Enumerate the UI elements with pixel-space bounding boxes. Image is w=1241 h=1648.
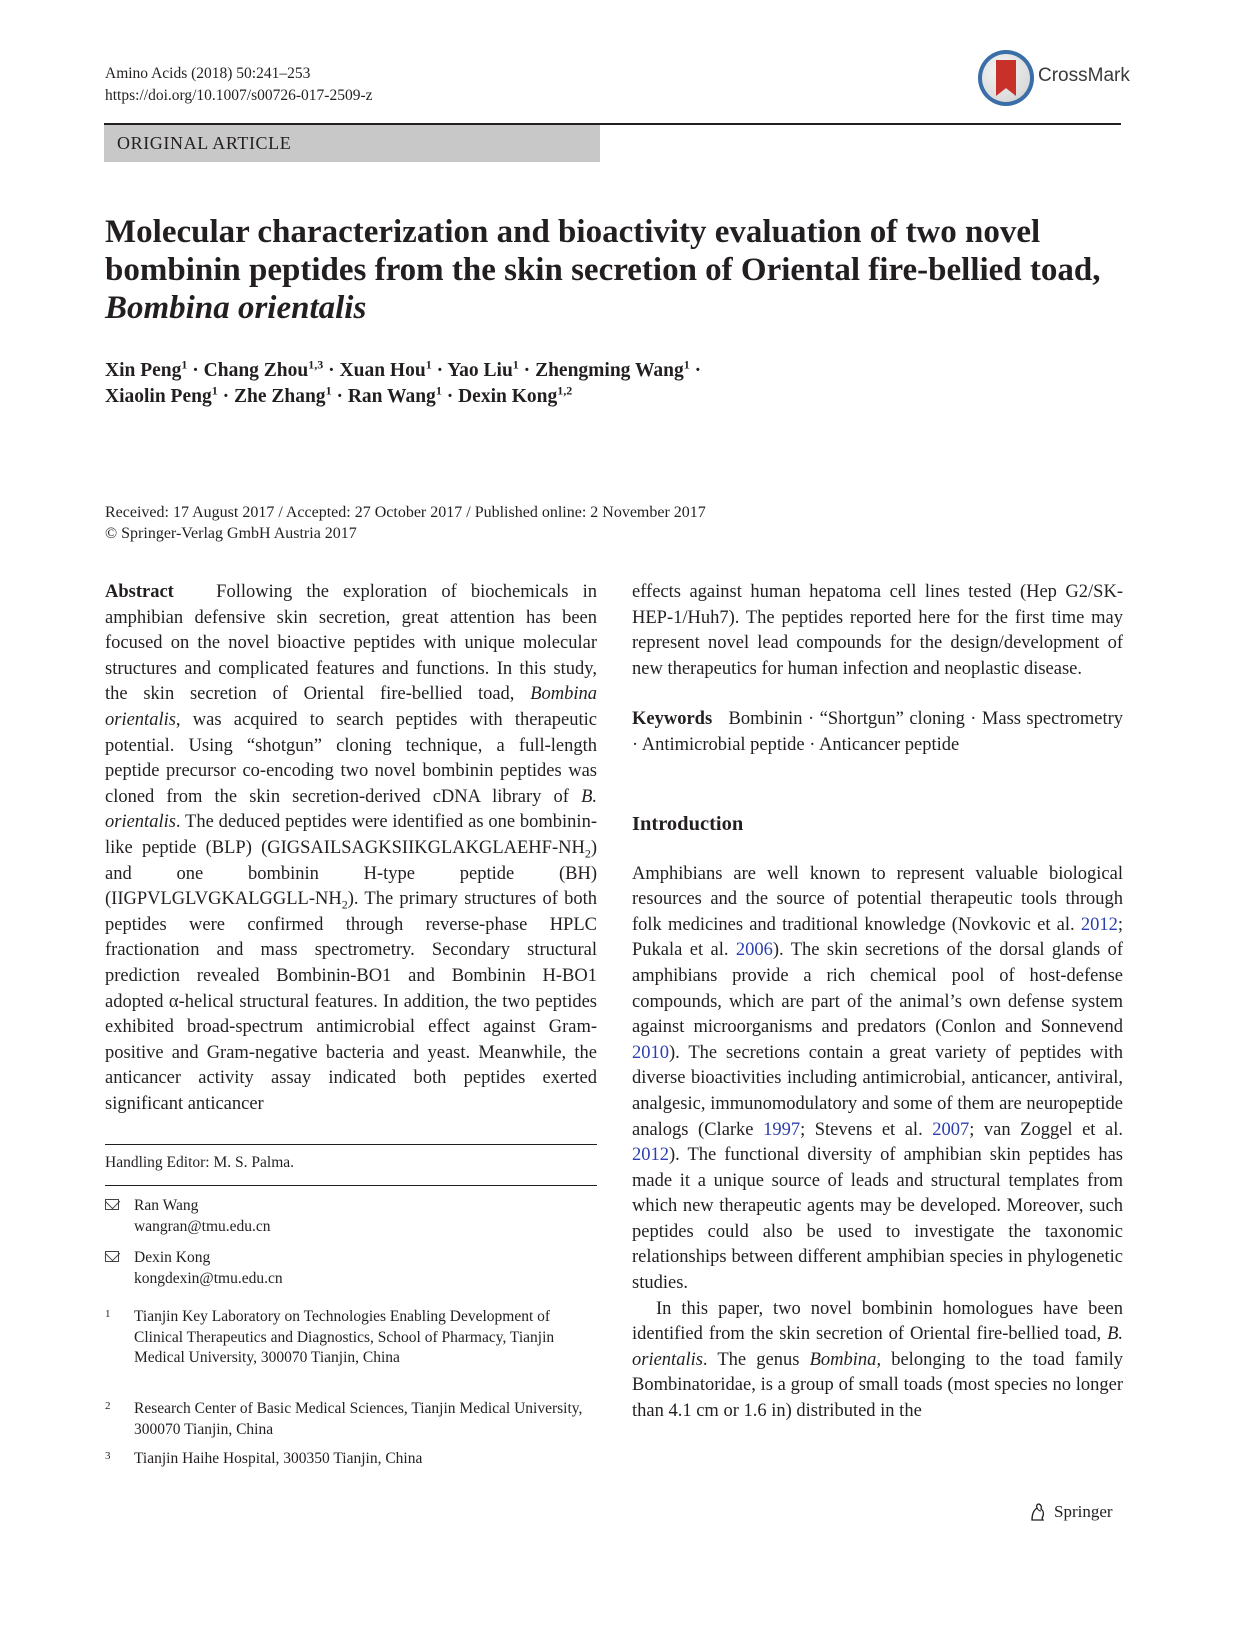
crossmark-badge[interactable]: [978, 50, 1128, 108]
author[interactable]: Ran Wang$^1$: [347, 383, 442, 407]
citation-link[interactable]: 2006: [735, 940, 773, 961]
author[interactable]: Xin Peng$^1$: [105, 357, 188, 381]
author[interactable]: Zhengming Wang$^1$: [535, 357, 690, 381]
corresponding-author: Ran Wang wangran@tmu.edu.cn: [105, 1196, 271, 1237]
right-column: [632, 580, 1123, 1425]
copyright-notice: © Springer-Verlag GmbH Austria 2017: [105, 525, 357, 542]
citation-link[interactable]: 2012: [1080, 914, 1118, 935]
handling-editor: Handling Editor: M. S. Palma.: [105, 1154, 295, 1171]
publisher-name: Springer: [1054, 1502, 1113, 1521]
author[interactable]: Dexin Kong$^{1,2}$: [458, 383, 573, 407]
citation-link[interactable]: 2007: [932, 1119, 970, 1140]
affiliation: 1 Tianjin Key Laboratory on Technologies Enabling Development of Clinical Therapeutics and Diagnostics, School of Pharmacy, Tianjin Medical University, 300070 Tianjin, China: [105, 1308, 555, 1366]
envelope-icon: [105, 1251, 119, 1262]
citation-link[interactable]: 1997: [763, 1119, 801, 1140]
author-list: Xin Peng$^1$ · Chang Zhou$^{1,3}$ · Xuan Hou$^1$ · Yao Liu$^1$ · Zhengming Wang$^1$ · Xiaolin Peng$^1$ · Zhe Zhang$^1$ · Ran Wang$^1$ · Dexin Kong$^{1,2}$: [105, 357, 702, 407]
left-column: [105, 580, 597, 1117]
author[interactable]: Xuan Hou$^1$: [339, 357, 432, 381]
author[interactable]: Chang Zhou$^{1,3}$: [203, 357, 324, 381]
footnote-divider: [105, 1185, 597, 1186]
doi-link[interactable]: https://doi.org/10.1007/s00726-017-2509-z: [105, 87, 373, 104]
email-link[interactable]: wangran@tmu.edu.cn: [134, 1217, 271, 1235]
abstract-paragraph: Abstract Following the exploration of biochemicals in amphibian defensive skin secretion, great attention has been focused on the novel bioactive peptides with unique molecular structures and complicated features and functions. In this study, the skin secretion of Oriental fire-bellied toad, Bombina orientalis, was acquired to search peptides with therapeutic potential. Using “shotgun” cloning technique, a full-length peptide precursor co-encoding two novel bombinin peptides was cloned from the skin secretion-derived cDNA library of B. orientalis. The deduced peptides were identified as one bombinin-like peptide (BLP) $(GIGSAILSAGKSIIKGLAKGLAEHF-NH_2)$ and one bombinin H-type peptide (BH) $(IIGPVLGLVGKALGGLL-NH_2)$. The primary structures of both peptides were confirmed through reverse-phase HPLC fractionation and mass spectrometry. Secondary structural prediction revealed Bombinin-BO1 and Bombinin H-BO1 adopted α-helical structural features. In addition, the two peptides exhibited broad-spectrum antimicrobial effect against Gram-positive and Gram-negative bacteria and yeast. Meanwhile, the anticancer activity assay indicated both peptides exerted significant anticancer: [105, 582, 598, 1114]
crossmark-label: CrossMark: [1038, 65, 1130, 86]
affiliation: 2 Research Center of Basic Medical Sciences, Tianjin Medical University, 300070 Tianjin, China: [105, 1400, 583, 1438]
springer-horse-icon: [1028, 1502, 1048, 1522]
citation-link[interactable]: 2012: [632, 1145, 669, 1166]
title-species: Bombina orientalis: [105, 290, 367, 326]
publication-dates: Received: 17 August 2017 / Accepted: 27 October 2017 / Published online: 2 November 2017: [105, 504, 706, 521]
intro-paragraph: In this paper, two novel bombinin homologues have been identified from the skin secretion of Oriental fire-bellied toad, B. orientalis. The genus Bombina, belonging to the toad family Bombinatoridae, is a group of small toads (most species no longer than 4.1 cm or 1.6 in) distributed in the: [632, 1298, 1123, 1422]
abstract-label: Abstract: [105, 582, 174, 602]
affiliation: 3 Tianjin Haihe Hospital, 300350 Tianjin, China: [105, 1450, 423, 1467]
abstract-continued: effects against human hepatoma cell lines tested (Hep G2/SK-HEP-1/Huh7). The peptides reported here for the first time may represent novel lead compounds for the design/development of new therapeutics for human infection and neoplastic disease.: [632, 582, 1123, 679]
corresponding-author: Dexin Kong kongdexin@tmu.edu.cn: [105, 1248, 283, 1289]
author[interactable]: Zhe Zhang$^1$: [233, 383, 332, 407]
author[interactable]: Yao Liu$^1$: [447, 357, 519, 381]
keywords-label: Keywords: [632, 709, 713, 730]
keywords: Keywords Bombinin · “Shortgun” cloning · Mass spectrometry · Antimicrobial peptide · Anticancer peptide: [632, 709, 1124, 755]
publisher-logo: [1028, 1500, 1128, 1526]
envelope-icon: [105, 1199, 119, 1210]
journal-citation: Amino Acids (2018) 50:241–253: [105, 65, 311, 82]
footnote-divider: [105, 1144, 597, 1145]
article-title: [105, 213, 1105, 327]
section-heading: Introduction: [632, 812, 744, 835]
title-main: Molecular characterization and bioactivity evaluation of two novel bombinin peptides from the skin secretion of Oriental fire-bellied toad,: [105, 214, 1101, 288]
intro-paragraph: Amphibians are well known to represent valuable biological resources and the source of potential therapeutic tools through folk medicines and traditional knowledge (Novkovic et al. 2012; Pukala et al. 2006). The skin secretions of the dorsal glands of amphibians provide a rich chemical pool of host-defense compounds, which are part of the animal’s own defense system against microorganisms and predators (Conlon and Sonnevend 2010). The secretions contain a great variety of peptides with diverse bioactivities including antimicrobial, anticancer, antiviral, analgesic, immunomodulatory and some of them are neuropeptide analogs (Clarke 1997; Stevens et al. 2007; van Zoggel et al. 2012). The functional diversity of amphibian skin peptides has made it a unique source of leads and structural templates from which new therapeutic agents may be developed. Moreover, such peptides could also be used to investigate the taxonomic relationships between different amphibian species in phylogenetic studies.: [632, 863, 1123, 1294]
article-type-banner: ORIGINAL ARTICLE: [104, 125, 600, 162]
email-link[interactable]: kongdexin@tmu.edu.cn: [134, 1269, 283, 1287]
citation-link[interactable]: 2010: [632, 1042, 669, 1063]
author[interactable]: Xiaolin Peng$^1$: [105, 383, 218, 407]
